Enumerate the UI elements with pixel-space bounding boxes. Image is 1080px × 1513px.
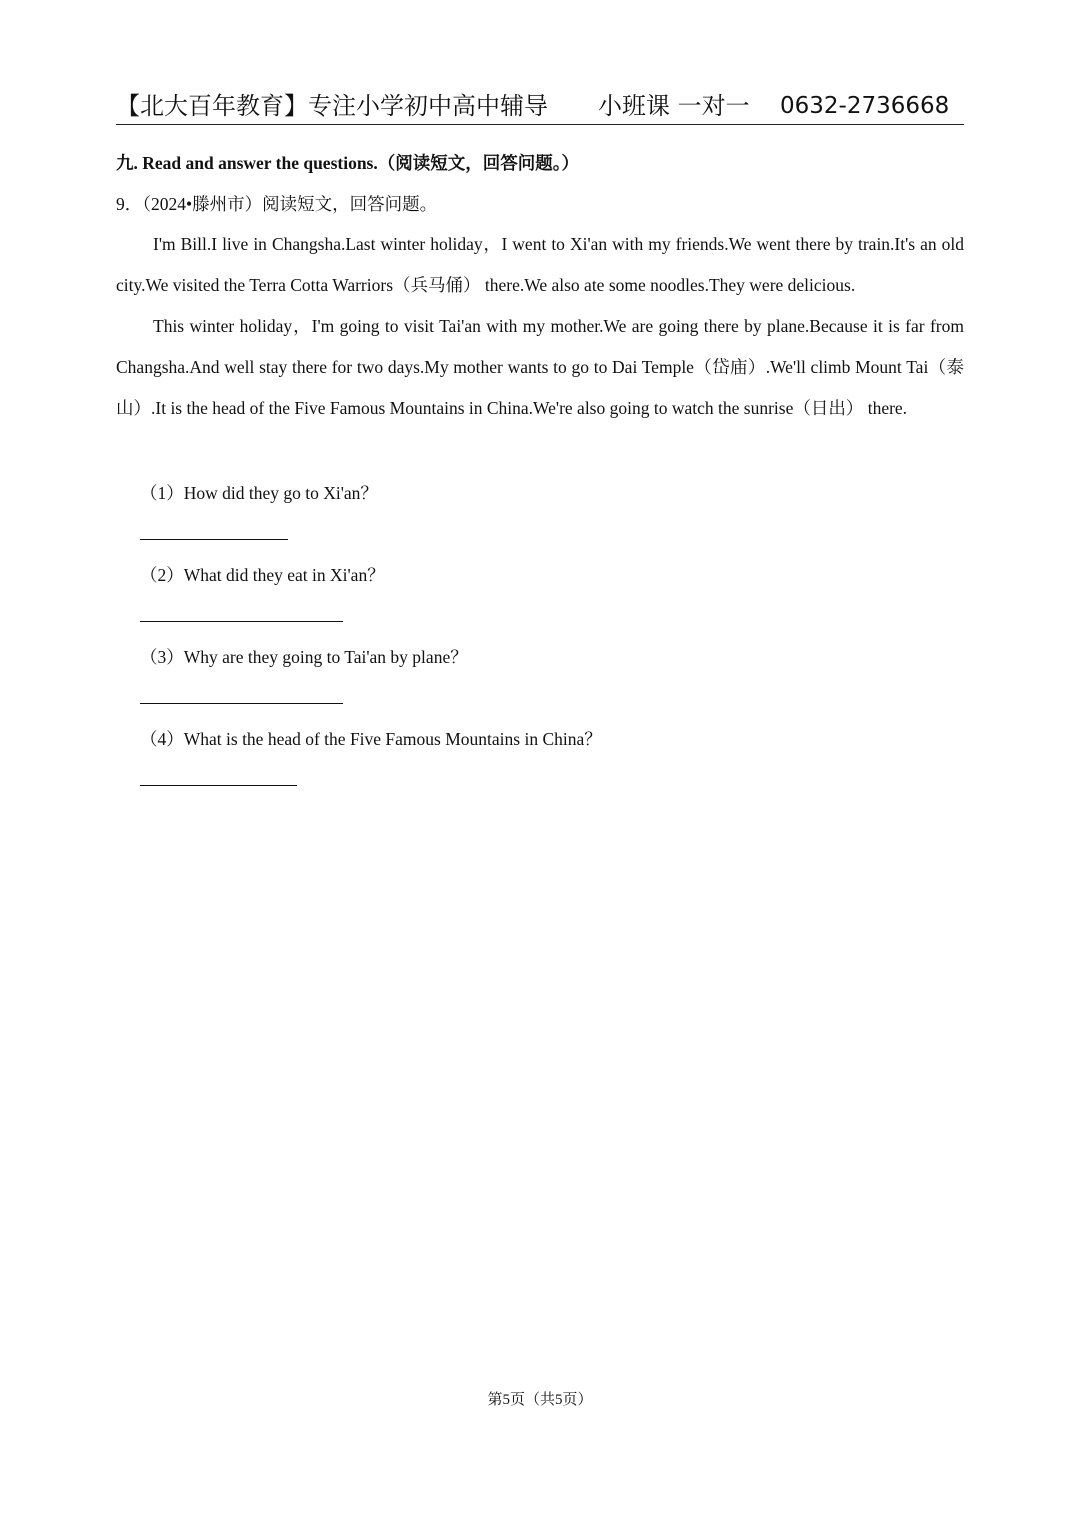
question-2: （2）What did they eat in Xi'an？ xyxy=(140,565,385,585)
question-source: 9．（2024•滕州市）阅读短文，回答问题。 xyxy=(116,194,438,214)
question-3: （3）Why are they going to Tai'an by plane？ xyxy=(140,647,468,667)
page-header xyxy=(116,88,964,125)
passage-paragraph-1: I'm Bill.I live in Changsha.Last winter holiday，I went to Xi'an with my friends.We went there by train.It's an old city.We visited the Terra Cotta Warriors（兵马俑） there.We also ate some noodles.They were delicious. xyxy=(116,234,964,295)
answer-line-4[interactable] xyxy=(140,785,297,786)
reading-passage xyxy=(116,224,964,429)
header-class-type: 小班课 一对一 xyxy=(598,92,750,120)
page-footer: 第5页（共5页） xyxy=(487,1392,593,1408)
answer-line-3[interactable] xyxy=(140,703,343,704)
header-phone: 0632-2736668 xyxy=(780,93,950,119)
answer-line-1[interactable] xyxy=(140,539,288,540)
header-brand: 【北大百年教育】专注小学初中高中辅导 xyxy=(116,92,548,120)
question-4: （4）What is the head of the Five Famous Mountains in China？ xyxy=(140,729,602,749)
question-1: （1）How did they go to Xi'an？ xyxy=(140,483,378,503)
answer-line-2[interactable] xyxy=(140,621,343,622)
section-title: 九. Read and answer the questions.（阅读短文，回答问题。） xyxy=(116,153,579,173)
passage-paragraph-2: This winter holiday，I'm going to visit Tai'an with my mother.We are going there by plane.Because it is far from Changsha.And well stay there for two days.My mother wants to go to Dai Temple（岱庙）.We'll climb Mount Tai（泰山）.It is the head of the Five Famous Mountains in China.We're also going to watch the sunrise（日出） there. xyxy=(116,316,964,418)
